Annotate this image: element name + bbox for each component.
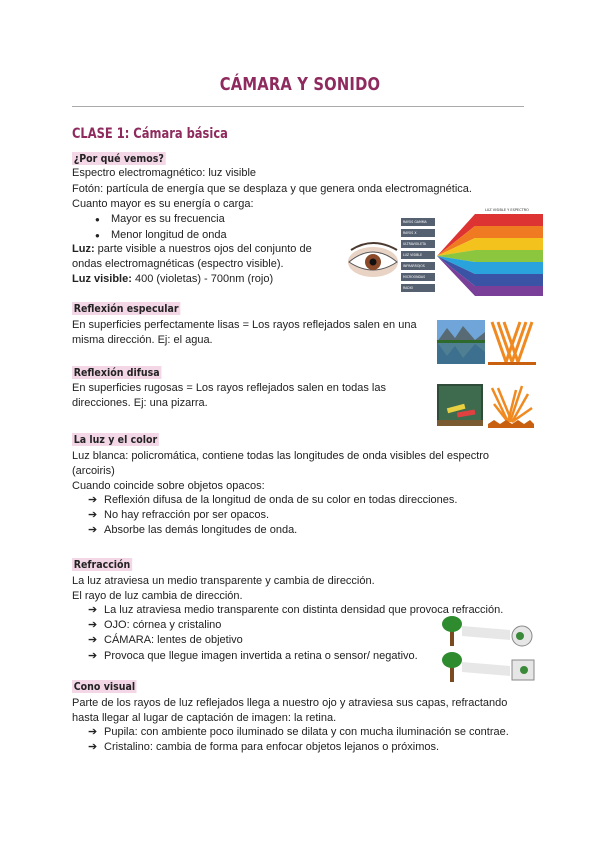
paragraph: En superficies rugosas = Los rayos reflejados salen en todas las (72, 382, 386, 394)
list-item: ➔ CÁMARA: lentes de objetivo (88, 634, 243, 646)
spectrum-label: LUZ VISIBLE (403, 253, 423, 257)
list-item: ➔ Provoca que llegue imagen invertida a retina o sensor/ negativo. (88, 650, 418, 662)
list-item: ➔ OJO: córnea y cristalino (88, 619, 222, 631)
list-item: ➔ No hay refracción por ser opacos. (88, 509, 270, 521)
paragraph: (arcoiris) (72, 465, 115, 477)
tree-eye-camera-diagram (440, 614, 540, 686)
heading-reflexion-especular: Reflexión especular (73, 302, 179, 315)
paragraph: Cuanto mayor es su energía o carga: (72, 198, 254, 210)
paragraph: ondas electromagnéticas (espectro visible). (72, 258, 284, 270)
diffuse-reflection-diagram (488, 384, 534, 428)
paragraph-luz-visible: Luz visible: 400 (violetas) - 700nm (rojo) (72, 273, 274, 285)
title-divider (72, 106, 524, 107)
spectrum-label: RADIO (403, 286, 414, 290)
paragraph: Espectro electromagnético: luz visible (72, 167, 257, 179)
class-heading: CLASE 1: Cámara básica (72, 126, 228, 142)
lake-reflection-image (437, 320, 485, 364)
tree-icon (442, 652, 462, 668)
list-item: ➔ Reflexión difusa de la longitud de onda de su color en todas direcciones. (88, 494, 458, 506)
paragraph: En superficies perfectamente lisas = Los rayos reflejados salen en una (72, 319, 417, 331)
spectrum-label: RAYOS X (403, 231, 417, 235)
heading-por-que-vemos: ¿Por qué vemos? (73, 152, 164, 165)
list-item: ● Mayor es su frecuencia (95, 213, 225, 225)
paragraph: direcciones. Ej: una pizarra. (72, 397, 208, 409)
spectrum-label: MICROONDAS (403, 275, 426, 279)
chalkboard-image (437, 384, 483, 426)
paragraph: Cuando coincide sobre objetos opacos: (72, 480, 265, 492)
page-title: CÁMARA Y SONIDO (219, 74, 381, 95)
paragraph: misma dirección. Ej: el agua. (72, 334, 213, 346)
heading-reflexion-difusa: Reflexión difusa (73, 366, 160, 379)
spectrum-label: INFRARROJOS (403, 264, 425, 268)
paragraph: La luz atraviesa un medio transparente y cambia de dirección. (72, 575, 375, 587)
paragraph: Luz blanca: policromática, contiene todas las longitudes de onda visibles del espectro (72, 450, 490, 462)
spectrum-label: ULTRAVIOLETA (403, 242, 426, 246)
list-item: ● Menor longitud de onda (95, 229, 227, 241)
heading-refraccion: Refracción (73, 558, 131, 571)
paragraph: Parte de los rayos de luz reflejados llega a nuestro ojo y atraviesa sus capas, refractando (72, 697, 508, 709)
heading-cono-visual: Cono visual (73, 680, 136, 693)
list-item: ➔ La luz atraviesa medio transparente con distinta densidad que provoca refracción. (88, 604, 504, 616)
spectrum-label: RAYOS GAMMA (403, 220, 427, 224)
heading-luz-color: La luz y el color (73, 433, 158, 446)
specular-reflection-diagram (488, 318, 536, 366)
eye-spectrum-illustration (345, 206, 545, 300)
svg-text:LUZ VISIBLE Y ESPECTRO: LUZ VISIBLE Y ESPECTRO (485, 208, 529, 212)
paragraph: hasta llegar al lugar de captación de imagen: la retina. (72, 712, 337, 724)
paragraph-luz: Luz: parte visible a nuestros ojos del conjunto de (72, 243, 312, 255)
paragraph: Fotón: partícula de energía que se desplaza y que genera onda electromagnética. (72, 183, 472, 195)
paragraph: El rayo de luz cambia de dirección. (72, 590, 243, 602)
list-item: ➔ Pupila: con ambiente poco iluminado se dilata y con mucha iluminación se contrae. (88, 726, 509, 738)
list-item: ➔ Cristalino: cambia de forma para enfocar objetos lejanos o próximos. (88, 741, 440, 753)
tree-icon (442, 616, 462, 632)
list-item: ➔ Absorbe las demás longitudes de onda. (88, 524, 298, 536)
